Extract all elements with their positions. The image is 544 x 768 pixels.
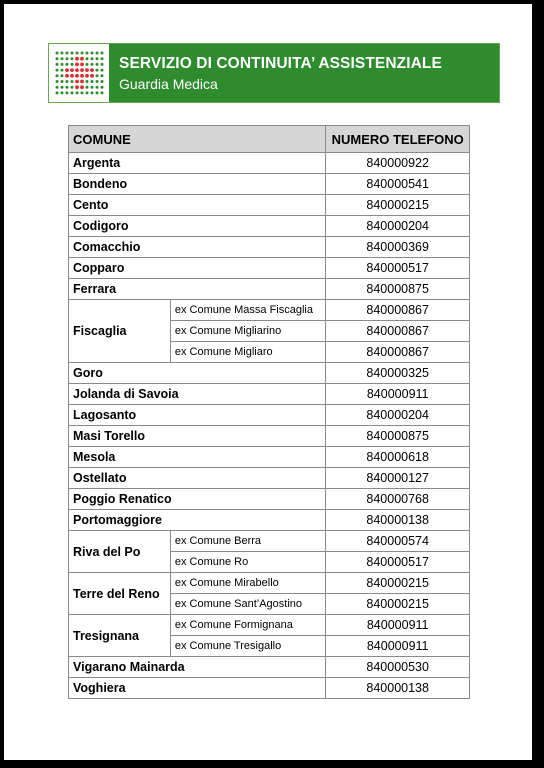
table-row — [69, 447, 470, 468]
table-row — [69, 363, 470, 384]
logo-dot — [85, 74, 89, 78]
logo-dot — [81, 91, 84, 94]
comune-cell: Vigarano Mainarda — [69, 657, 326, 678]
comune-cell: Ferrara — [69, 279, 326, 300]
logo-dot — [80, 63, 84, 67]
phone-cell: 840000517 — [326, 552, 470, 573]
phone-cell: 840000215 — [326, 594, 470, 615]
logo-dot — [71, 86, 74, 89]
comune-cell: Ostellato — [69, 468, 326, 489]
table-row — [69, 384, 470, 405]
logo-dot — [86, 91, 89, 94]
logo-dot — [80, 68, 84, 72]
phone-cell: 840000911 — [326, 384, 470, 405]
logo-dot — [96, 74, 99, 77]
logo-dot — [71, 52, 74, 55]
phone-cell: 840000867 — [326, 300, 470, 321]
logo-dot — [80, 85, 84, 89]
comune-cell: Argenta — [69, 153, 326, 174]
logo-dot — [75, 74, 79, 78]
logo-dot — [101, 80, 104, 83]
sub-comune-cell: ex Comune Massa Fiscaglia — [170, 300, 326, 321]
banner-text — [109, 44, 499, 102]
logo-dot — [86, 57, 89, 60]
logo-dot — [61, 57, 64, 60]
table-row — [69, 531, 470, 552]
table-row — [69, 405, 470, 426]
logo-dot — [91, 91, 94, 94]
logo-dot — [80, 80, 84, 84]
logo-dot — [101, 57, 104, 60]
phone-cell: 840000922 — [326, 153, 470, 174]
logo-dot — [61, 86, 64, 89]
sub-comune-cell: ex Comune Sant’Agostino — [170, 594, 326, 615]
logo-dot — [101, 86, 104, 89]
comune-cell: Voghiera — [69, 678, 326, 699]
logo-dot — [101, 63, 104, 66]
phone-cell: 840000875 — [326, 279, 470, 300]
sub-comune-cell: ex Comune Ro — [170, 552, 326, 573]
table-row — [69, 678, 470, 699]
document-page — [4, 4, 532, 760]
phone-cell: 840000204 — [326, 216, 470, 237]
logo-dot — [91, 57, 94, 60]
dotted-cross-logo-icon — [49, 44, 109, 102]
phone-cell: 840000911 — [326, 615, 470, 636]
phone-cell: 840000127 — [326, 468, 470, 489]
logo-dot — [90, 74, 94, 78]
logo-dot — [90, 68, 94, 72]
logo-dot — [76, 52, 79, 55]
comune-cell: Tresignana — [69, 615, 171, 657]
logo-dot — [96, 63, 99, 66]
table-row — [69, 468, 470, 489]
comune-cell: Fiscaglia — [69, 300, 171, 363]
comune-cell: Terre del Reno — [69, 573, 171, 615]
logo-dot — [101, 52, 104, 55]
logo-dot — [75, 85, 79, 89]
logo-dot — [56, 69, 59, 72]
table-row — [69, 258, 470, 279]
logo-dot — [66, 57, 69, 60]
phone-cell: 840000369 — [326, 237, 470, 258]
phone-cell: 840000215 — [326, 195, 470, 216]
logo-dot — [101, 74, 104, 77]
phone-cell: 840000867 — [326, 342, 470, 363]
logo-dot — [56, 57, 59, 60]
comune-cell: Comacchio — [69, 237, 326, 258]
logo-dot — [56, 63, 59, 66]
sub-comune-cell: ex Comune Tresigallo — [170, 636, 326, 657]
comune-cell: Lagosanto — [69, 405, 326, 426]
logo-dot — [96, 57, 99, 60]
logo-dot — [86, 86, 89, 89]
phone-cell: 840000867 — [326, 321, 470, 342]
sub-comune-cell: ex Comune Migliaro — [170, 342, 326, 363]
table-row — [69, 573, 470, 594]
table-row — [69, 195, 470, 216]
logo-dot — [75, 63, 79, 67]
logo-dot — [66, 80, 69, 83]
table-row — [69, 300, 470, 321]
logo-dot — [71, 63, 74, 66]
logo-dot — [56, 91, 59, 94]
logo-dot — [56, 86, 59, 89]
logo-dot — [96, 69, 99, 72]
logo-dot — [65, 74, 69, 78]
logo-dot — [75, 80, 79, 84]
phone-cell: 840000215 — [326, 573, 470, 594]
logo-dot — [86, 63, 89, 66]
logo-dot — [61, 91, 64, 94]
logo-dot — [96, 91, 99, 94]
phone-cell: 840000138 — [326, 678, 470, 699]
logo-dot — [70, 74, 74, 78]
logo-dot — [66, 63, 69, 66]
table-row — [69, 426, 470, 447]
phone-cell: 840000618 — [326, 447, 470, 468]
phone-cell: 840000768 — [326, 489, 470, 510]
logo-dot — [61, 63, 64, 66]
logo-dot — [76, 91, 79, 94]
page-title: SERVIZIO DI CONTINUITA’ ASSISTENZIALE — [119, 54, 442, 72]
logo-dot — [61, 69, 64, 72]
phone-cell: 840000574 — [326, 531, 470, 552]
logo-dot — [91, 63, 94, 66]
logo-dot — [71, 57, 74, 60]
column-header-phone: NUMERO TELEFONO — [326, 126, 470, 153]
comune-cell: Goro — [69, 363, 326, 384]
table-row — [69, 237, 470, 258]
sub-comune-cell: ex Comune Formignana — [170, 615, 326, 636]
logo-dot — [96, 52, 99, 55]
logo-dot — [56, 52, 59, 55]
phone-cell: 840000138 — [326, 510, 470, 531]
comune-cell: Jolanda di Savoia — [69, 384, 326, 405]
sub-comune-cell: ex Comune Migliarino — [170, 321, 326, 342]
table-row — [69, 279, 470, 300]
phone-table — [68, 125, 470, 699]
phone-cell: 840000530 — [326, 657, 470, 678]
logo-dot — [75, 57, 79, 61]
phone-cell: 840000517 — [326, 258, 470, 279]
logo-dot — [56, 74, 59, 77]
logo-dot — [71, 91, 74, 94]
logo-dot — [96, 80, 99, 83]
logo-dot — [61, 74, 64, 77]
logo-dot — [101, 69, 104, 72]
comune-cell: Copparo — [69, 258, 326, 279]
comune-cell: Poggio Renatico — [69, 489, 326, 510]
sub-comune-cell: ex Comune Berra — [170, 531, 326, 552]
comune-cell: Riva del Po — [69, 531, 171, 573]
logo-dot — [91, 52, 94, 55]
table-header-row — [69, 126, 470, 153]
page-subtitle: Guardia Medica — [119, 75, 218, 92]
phone-cell: 840000875 — [326, 426, 470, 447]
phone-cell: 840000911 — [326, 636, 470, 657]
table-row — [69, 174, 470, 195]
logo-dot — [75, 68, 79, 72]
logo-dot — [96, 86, 99, 89]
logo-dot — [66, 52, 69, 55]
logo-dot — [91, 80, 94, 83]
table-row — [69, 489, 470, 510]
table-row — [69, 216, 470, 237]
header-banner — [48, 43, 500, 103]
comune-cell: Masi Torello — [69, 426, 326, 447]
logo-dot — [56, 80, 59, 83]
logo-dot — [86, 52, 89, 55]
comune-cell: Cento — [69, 195, 326, 216]
column-header-comune: COMUNE — [69, 126, 326, 153]
phone-cell: 840000325 — [326, 363, 470, 384]
table-row — [69, 153, 470, 174]
logo-dot — [66, 91, 69, 94]
table-row — [69, 615, 470, 636]
logo-dot — [85, 68, 89, 72]
phone-cell: 840000204 — [326, 405, 470, 426]
logo-dot — [66, 86, 69, 89]
logo-dot — [101, 91, 104, 94]
comune-cell: Portomaggiore — [69, 510, 326, 531]
phone-cell: 840000541 — [326, 174, 470, 195]
comune-cell: Bondeno — [69, 174, 326, 195]
logo-dot — [70, 68, 74, 72]
logo-dot — [80, 57, 84, 61]
logo-dot — [81, 52, 84, 55]
logo-dot — [86, 80, 89, 83]
sub-comune-cell: ex Comune Mirabello — [170, 573, 326, 594]
logo-dot — [61, 80, 64, 83]
table-row — [69, 657, 470, 678]
logo-dot — [91, 86, 94, 89]
comune-cell: Codigoro — [69, 216, 326, 237]
logo-dot — [80, 74, 84, 78]
comune-cell: Mesola — [69, 447, 326, 468]
table-row — [69, 510, 470, 531]
logo-dot — [65, 68, 69, 72]
logo-dot — [61, 52, 64, 55]
logo-dot — [71, 80, 74, 83]
